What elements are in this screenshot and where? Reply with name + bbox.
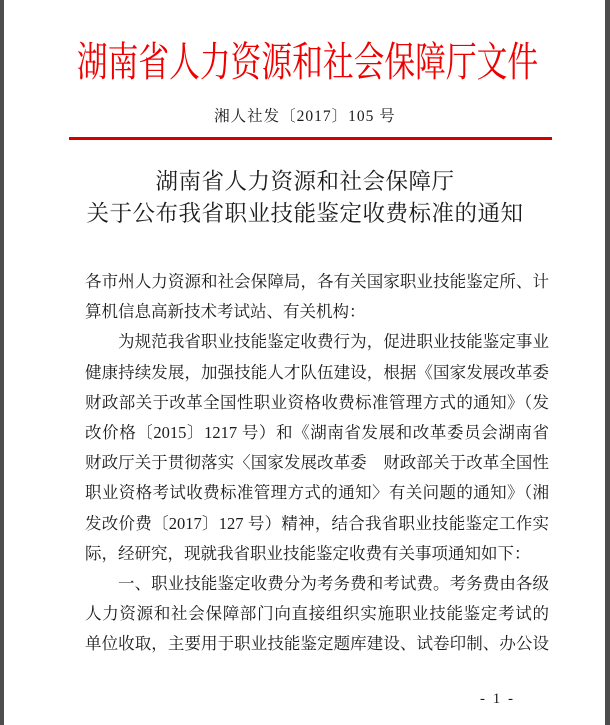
body-line: 算机信息高新技术考试站、有关机构： [85, 302, 366, 322]
body-line: 财政厅关于贯彻落实〈国家发展改革委 财政部关于改革全国性 [85, 453, 549, 473]
body-line: 一、职业技能鉴定收费分为考务费和考试费。考务费由各级 [118, 574, 549, 594]
body-line: 改价格〔2015〕1217 号）和《湖南省发展和改革委员会湖南省 [85, 423, 549, 443]
document-number: 湘人社发〔2017〕105 号 [214, 108, 396, 125]
body-line: 为规范我省职业技能鉴定收费行为，促进职业技能鉴定事业 [118, 332, 549, 352]
body-line: 各市州人力资源和社会保障局，各有关国家职业技能鉴定所、计 [85, 272, 549, 291]
page-number: - 1 - [480, 691, 515, 707]
document-title-line1: 湖南省人力资源和社会保障厅 [155, 169, 455, 194]
red-divider-rule [69, 137, 552, 140]
body-line: 财政部关于改革全国性职业资格收费标准管理方式的通知》（发 [85, 392, 549, 412]
agency-letterhead-text: 湖南省人力资源和社会保障厅文件 [76, 39, 539, 85]
agency-letterhead [0, 38, 610, 86]
document-title [0, 166, 610, 230]
body-line: 健康持续发展，加强技能人才队伍建设，根据《国家发展改革委 [85, 362, 549, 382]
body-line: 职业资格考试收费标准管理方式的通知〉有关问题的通知》（湘 [85, 483, 549, 503]
body-line: 单位收取，主要用于职业技能鉴定题库建设、试卷印制、办公设 [85, 634, 549, 654]
document-title-line2: 关于公布我省职业技能鉴定收费标准的通知 [86, 201, 524, 226]
body-line: 人力资源和社会保障部门向直接组织实施职业技能鉴定考试的 [85, 604, 549, 624]
document-body [85, 267, 549, 660]
body-line: 发改价费〔2017〕127 号）精神，结合我省职业技能鉴定工作实 [85, 513, 549, 533]
body-line: 际，经研究，现就我省职业技能鉴定收费有关事项通知如下： [85, 543, 531, 563]
